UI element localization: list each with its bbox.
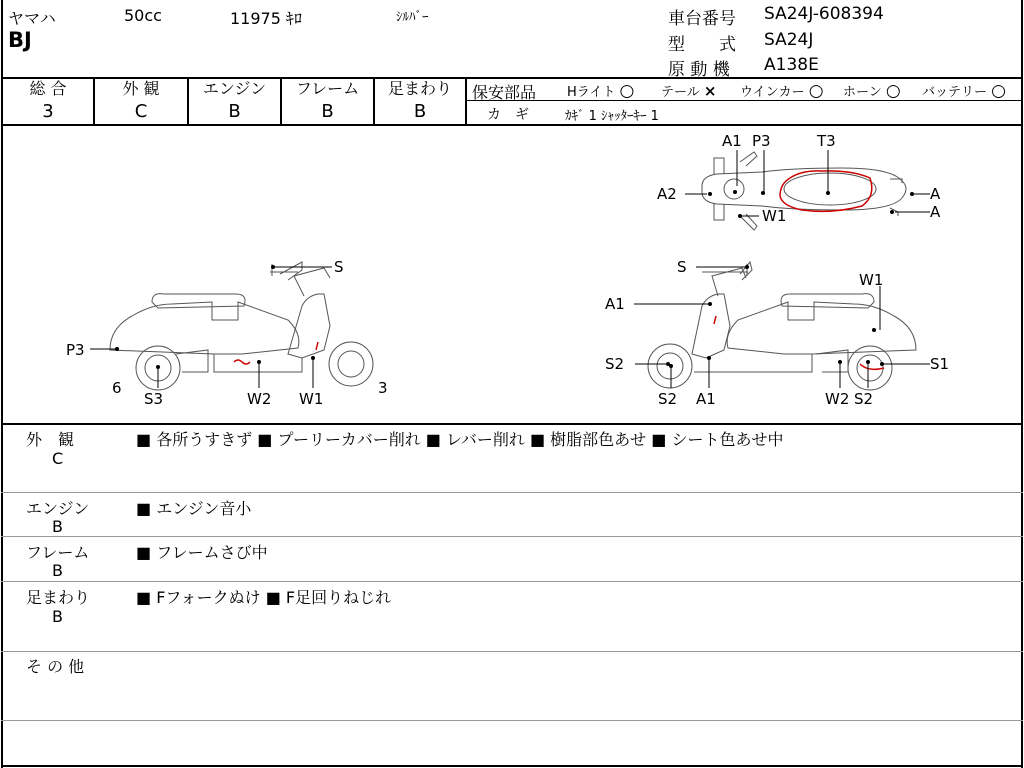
section-frame-title: フレーム — [26, 543, 90, 562]
right-label-s: S — [677, 258, 687, 276]
right-label-w1: W1 — [859, 271, 884, 289]
grade-frame-value: B — [321, 101, 334, 122]
outer-border-bottom — [1, 765, 1023, 767]
right-label-w2: W2 — [825, 390, 850, 408]
grade-sep-5 — [465, 78, 467, 125]
section-line-5 — [1, 720, 1023, 721]
section-suspension-title: 足まわり — [26, 588, 91, 607]
safety-battery — [922, 81, 1006, 101]
top-view-scooter — [685, 150, 930, 230]
left-label-p3: P3 — [66, 341, 85, 359]
section-line-1 — [1, 492, 1023, 493]
safety-winker-status: ○ — [808, 81, 824, 101]
grade-exterior-label: 外 観 — [122, 79, 160, 98]
left-label-w2: W2 — [247, 390, 272, 408]
top-label-a2: A2 — [657, 185, 677, 203]
top-label-a1: A1 — [722, 132, 742, 150]
section-line-4 — [1, 651, 1023, 652]
right-label-s2-right: S2 — [854, 390, 874, 408]
section-other-title: そ の 他 — [26, 657, 85, 676]
frame-no-label: 車台番号 — [668, 9, 736, 29]
key-value: ｶｷﾞ 1 ｼｬｯﾀｰｷｰ 1 — [565, 109, 659, 124]
safety-tail — [661, 81, 716, 100]
safety-headlight-status: ○ — [619, 81, 635, 101]
right-side-scooter — [634, 262, 930, 390]
safety-battery-status: ○ — [991, 81, 1006, 101]
section-exterior-grade: C — [52, 449, 64, 468]
grade-exterior-value: C — [134, 101, 148, 122]
key-label: カ ギ — [487, 107, 529, 123]
safety-horn-label: ホーン — [843, 85, 882, 100]
grade-suspension-value: B — [413, 101, 427, 122]
left-label-6: 6 — [112, 379, 122, 397]
top-label-t3: T3 — [817, 132, 836, 150]
safety-tail-status: × — [703, 82, 717, 100]
grade-suspension-label: 足まわり — [387, 79, 452, 98]
grade-engine-label: エンジン — [202, 79, 267, 98]
safety-horn — [843, 81, 901, 101]
type-value: SA24J — [764, 30, 814, 50]
section-frame-notes: ■ フレームさび中 — [136, 543, 268, 562]
maker: ヤマハ — [8, 9, 56, 28]
top-label-w1: W1 — [762, 207, 787, 225]
section-line-2 — [1, 536, 1023, 537]
safety-title: 保安部品 — [472, 83, 537, 102]
safety-headlight — [567, 81, 634, 101]
marker-dots — [115, 190, 914, 369]
safety-headlight-label: Hライト — [567, 85, 616, 100]
displacement: 50cc — [124, 6, 162, 25]
left-label-3: 3 — [378, 379, 388, 397]
grade-overall-value: 3 — [42, 101, 54, 122]
mileage: 11975 ｷﾛ — [230, 9, 302, 28]
safety-battery-label: バッテリー — [922, 85, 988, 100]
section-exterior-notes: ■ 各所うすきず ■ プーリーカバー削れ ■ レバー削れ ■ 樹脂部色あせ ■ シート色あせ中 — [136, 430, 784, 449]
section-frame-grade: B — [52, 561, 63, 580]
top-label-p3: P3 — [752, 132, 771, 150]
right-label-a1-upper: A1 — [605, 295, 625, 313]
section-engine-grade: B — [52, 517, 63, 536]
right-label-a1-bottom: A1 — [696, 390, 716, 408]
top-label-a-lower: A — [930, 203, 941, 221]
right-label-s2-bottom: S2 — [658, 390, 678, 408]
engine-value: A138E — [764, 55, 819, 75]
color: ｼﾙﾊﾞｰ — [396, 10, 429, 25]
section-engine-title: エンジン — [26, 499, 90, 518]
diagram-bottom-line — [1, 423, 1023, 425]
left-label-w1: W1 — [299, 390, 324, 408]
safety-winker — [740, 81, 824, 101]
scooter-diagram — [2, 126, 1022, 423]
engine-label: 原 動 機 — [668, 60, 730, 80]
model-name: BJ — [8, 28, 32, 52]
type-label: 型 式 — [668, 35, 736, 55]
grade-frame-label: フレーム — [295, 79, 360, 98]
grade-engine-value: B — [228, 101, 241, 122]
section-suspension-notes: ■ Fフォークぬけ ■ F足回りねじれ — [136, 588, 392, 607]
left-label-s: S — [334, 258, 344, 276]
safety-horn-status: ○ — [885, 81, 901, 101]
top-label-a-upper: A — [930, 185, 941, 203]
frame-no: SA24J-608394 — [764, 4, 884, 24]
grade-overall-label: 総 合 — [29, 79, 67, 98]
section-suspension-grade: B — [52, 607, 63, 626]
safety-tail-label: テール — [661, 85, 700, 100]
right-label-s2-left: S2 — [605, 355, 625, 373]
section-engine-notes: ■ エンジン音小 — [136, 499, 252, 518]
left-label-s3: S3 — [144, 390, 164, 408]
section-exterior-title: 外 観 — [26, 430, 75, 449]
safety-winker-label: ウインカー — [740, 85, 805, 100]
right-label-s1: S1 — [930, 355, 950, 373]
left-side-scooter — [90, 262, 373, 390]
section-line-3 — [1, 581, 1023, 582]
